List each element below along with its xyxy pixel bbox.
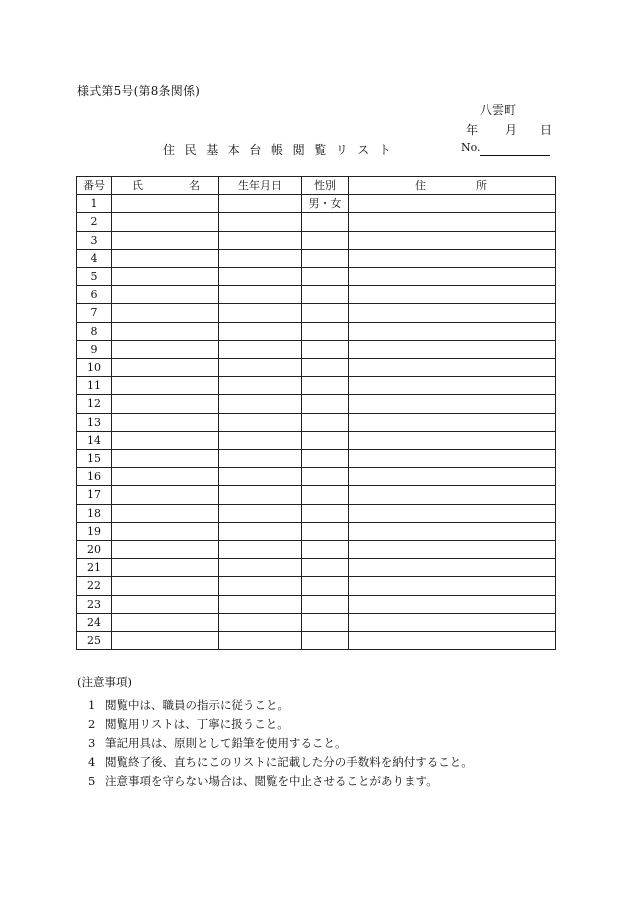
birthdate-cell[interactable] [219,377,302,395]
name-cell[interactable] [112,541,219,559]
row-number-cell: 7 [77,304,112,322]
note-text: 閲覧用リストは、丁寧に扱うこと。 [105,717,289,731]
name-cell[interactable] [112,559,219,577]
sex-cell[interactable] [302,413,349,431]
name-cell[interactable] [112,468,219,486]
note-item [88,753,473,772]
birthdate-cell[interactable] [219,522,302,540]
row-number-cell: 17 [77,486,112,504]
row-number-cell: 24 [77,613,112,631]
table-row [77,268,556,286]
note-text: 閲覧中は、職員の指示に従うこと。 [105,698,289,712]
address-cell[interactable] [349,632,556,650]
viewing-list-table [76,176,556,650]
name-cell[interactable] [112,504,219,522]
note-item [88,734,473,753]
sex-cell[interactable] [302,450,349,468]
notes-list [77,696,473,791]
birthdate-cell[interactable] [219,468,302,486]
name-cell[interactable] [112,340,219,358]
row-number-cell: 13 [77,413,112,431]
header-address-first: 住 [415,179,426,192]
address-cell[interactable] [349,231,556,249]
table-row [77,304,556,322]
name-cell[interactable] [112,613,219,631]
sex-cell[interactable] [302,559,349,577]
month-label: 月 [505,123,518,137]
birthdate-cell[interactable] [219,632,302,650]
table-body [77,195,556,650]
sex-cell[interactable] [302,268,349,286]
address-cell[interactable] [349,468,556,486]
sex-cell[interactable]: 男・女 [302,195,349,213]
note-number: 1 [88,698,96,712]
number-field[interactable] [480,155,550,156]
header-sex: 性別 [302,177,349,195]
note-number: 5 [88,774,96,788]
day-label: 日 [540,123,553,137]
birthdate-cell[interactable] [219,359,302,377]
number-label: No. [461,141,481,154]
address-cell[interactable] [349,249,556,267]
address-cell[interactable] [349,213,556,231]
sex-cell[interactable] [302,504,349,522]
address-cell[interactable] [349,595,556,613]
sex-cell[interactable] [302,541,349,559]
address-cell[interactable] [349,195,556,213]
birthdate-cell[interactable] [219,340,302,358]
sex-cell[interactable] [302,322,349,340]
birthdate-cell[interactable] [219,322,302,340]
row-number-cell: 10 [77,359,112,377]
address-cell[interactable] [349,304,556,322]
sex-cell[interactable] [302,304,349,322]
address-cell[interactable] [349,359,556,377]
address-cell[interactable] [349,450,556,468]
birthdate-cell[interactable] [219,395,302,413]
header-name-first: 氏 [132,179,143,192]
row-number-cell: 3 [77,231,112,249]
birthdate-cell[interactable] [219,595,302,613]
sex-cell[interactable] [302,468,349,486]
table-row [77,541,556,559]
table-row [77,395,556,413]
name-cell[interactable] [112,413,219,431]
address-cell[interactable] [349,613,556,631]
address-cell[interactable] [349,522,556,540]
address-cell[interactable] [349,268,556,286]
table-header-row [77,177,556,195]
birthdate-cell[interactable] [219,286,302,304]
birthdate-cell[interactable] [219,268,302,286]
note-text: 閲覧終了後、直ちにこのリストに記載した分の手数料を納付すること。 [105,755,473,769]
sex-cell[interactable] [302,231,349,249]
note-item [88,696,473,715]
table-row [77,195,556,213]
table-row [77,468,556,486]
birthdate-cell[interactable] [219,431,302,449]
sex-cell[interactable] [302,359,349,377]
row-number-cell: 15 [77,450,112,468]
name-cell[interactable] [112,359,219,377]
name-cell[interactable] [112,632,219,650]
table-row [77,377,556,395]
header-name [112,177,219,195]
table-row [77,340,556,358]
form-number: 様式第5号(第8条関係) [77,84,201,98]
row-number-cell: 21 [77,559,112,577]
name-cell[interactable] [112,231,219,249]
table-row [77,413,556,431]
header-number: 番号 [77,177,112,195]
address-cell[interactable] [349,431,556,449]
row-number-cell: 20 [77,541,112,559]
table-row [77,595,556,613]
address-cell[interactable] [349,413,556,431]
birthdate-cell[interactable] [219,577,302,595]
table-row [77,613,556,631]
table-row [77,213,556,231]
birthdate-cell[interactable] [219,504,302,522]
row-number-cell: 9 [77,340,112,358]
table-row [77,431,556,449]
row-number-cell: 14 [77,431,112,449]
row-number-cell: 4 [77,249,112,267]
table-row [77,322,556,340]
row-number-cell: 18 [77,504,112,522]
sex-cell[interactable] [302,486,349,504]
table-row [77,450,556,468]
table-row [77,231,556,249]
town-name: 八雲町 [480,103,517,117]
name-cell[interactable] [112,195,219,213]
note-text: 注意事項を守らない場合は、閲覧を中止させることがあります。 [105,774,438,788]
address-cell[interactable] [349,577,556,595]
address-cell[interactable] [349,559,556,577]
birthdate-cell[interactable] [219,450,302,468]
row-number-cell: 22 [77,577,112,595]
address-cell[interactable] [349,541,556,559]
name-cell[interactable] [112,249,219,267]
sex-cell[interactable] [302,286,349,304]
name-cell[interactable] [112,595,219,613]
table-row [77,577,556,595]
note-number: 3 [88,736,96,750]
name-cell[interactable] [112,268,219,286]
table-row [77,359,556,377]
address-cell[interactable] [349,322,556,340]
table-row [77,286,556,304]
row-number-cell: 12 [77,395,112,413]
birthdate-cell[interactable] [219,613,302,631]
name-cell[interactable] [112,395,219,413]
row-number-cell: 16 [77,468,112,486]
birthdate-cell[interactable] [219,213,302,231]
note-item [88,715,473,734]
name-cell[interactable] [112,322,219,340]
notes-section [77,674,473,791]
note-number: 4 [88,755,96,769]
name-cell[interactable] [112,486,219,504]
sex-cell[interactable] [302,522,349,540]
row-number-cell: 8 [77,322,112,340]
note-text: 筆記用具は、原則として鉛筆を使用すること。 [105,736,347,750]
row-number-cell: 6 [77,286,112,304]
address-cell[interactable] [349,377,556,395]
name-cell[interactable] [112,450,219,468]
header-address-second: 所 [476,179,487,192]
year-label: 年 [466,123,479,137]
address-cell[interactable] [349,395,556,413]
sex-cell[interactable] [302,595,349,613]
name-cell[interactable] [112,286,219,304]
name-cell[interactable] [112,431,219,449]
name-cell[interactable] [112,577,219,595]
birthdate-cell[interactable] [219,249,302,267]
sex-cell[interactable] [302,340,349,358]
table-row [77,559,556,577]
sex-cell[interactable] [302,395,349,413]
birthdate-cell[interactable] [219,231,302,249]
birthdate-cell[interactable] [219,541,302,559]
birthdate-cell[interactable] [219,195,302,213]
birthdate-cell[interactable] [219,486,302,504]
sex-cell[interactable] [302,431,349,449]
name-cell[interactable] [112,304,219,322]
table-row [77,486,556,504]
note-item [88,772,473,791]
header-birthdate: 生年月日 [219,177,302,195]
sex-cell[interactable] [302,213,349,231]
table-row [77,504,556,522]
notes-heading: (注意事項) [77,675,132,689]
sex-cell[interactable] [302,377,349,395]
name-cell[interactable] [112,377,219,395]
page-title: 住民基本台帳閲覧リスト [163,143,401,157]
table-row [77,522,556,540]
sex-cell[interactable] [302,577,349,595]
row-number-cell: 1 [77,195,112,213]
row-number-cell: 19 [77,522,112,540]
birthdate-cell[interactable] [219,304,302,322]
birthdate-cell[interactable] [219,413,302,431]
row-number-cell: 11 [77,377,112,395]
address-cell[interactable] [349,486,556,504]
header-name-second: 名 [189,179,200,192]
row-number-cell: 25 [77,632,112,650]
note-number: 2 [88,717,96,731]
row-number-cell: 23 [77,595,112,613]
address-cell[interactable] [349,504,556,522]
header-address [349,177,556,195]
row-number-cell: 5 [77,268,112,286]
name-cell[interactable] [112,213,219,231]
row-number-cell: 2 [77,213,112,231]
table-row [77,249,556,267]
sex-cell[interactable] [302,249,349,267]
address-cell[interactable] [349,340,556,358]
address-cell[interactable] [349,286,556,304]
birthdate-cell[interactable] [219,559,302,577]
sex-cell[interactable] [302,632,349,650]
name-cell[interactable] [112,522,219,540]
table-row [77,632,556,650]
sex-cell[interactable] [302,613,349,631]
